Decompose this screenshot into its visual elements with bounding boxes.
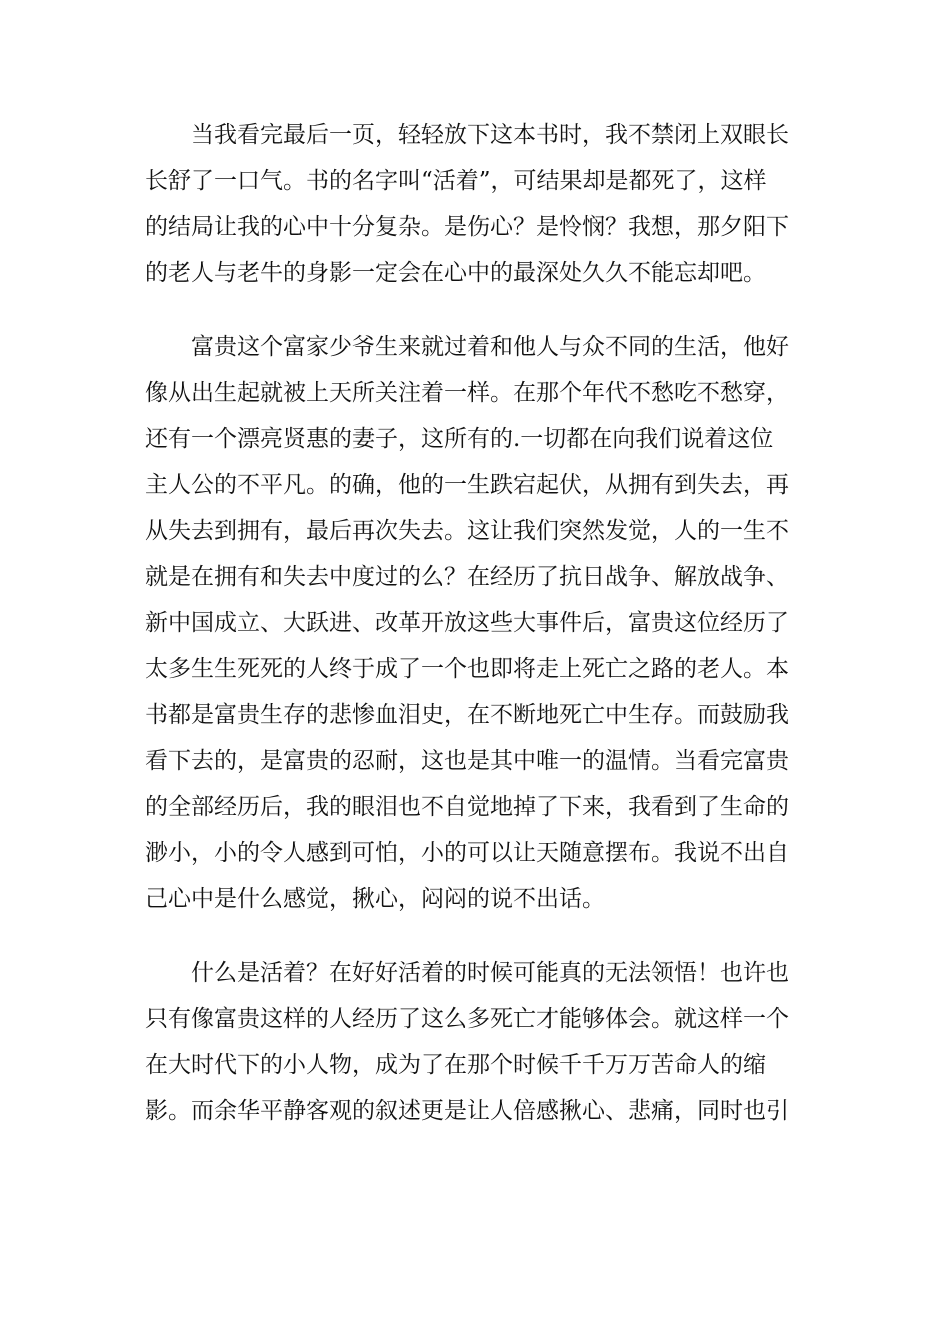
text-line: 的全部经历后，我的眼泪也不自觉地掉了下来，我看到了生命的 xyxy=(145,794,789,820)
text-line: 还有一个漂亮贤惠的妻子，这所有的.一切都在向我们说着这位 xyxy=(145,426,774,452)
text-line: 太多生生死死的人终于成了一个也即将走上死亡之路的老人。本 xyxy=(145,656,789,682)
text-line: 从失去到拥有，最后再次失去。这让我们突然发觉，人的一生不 xyxy=(145,518,789,544)
text-line: 在大时代下的小人物，成为了在那个时候千千万万苦命人的缩 xyxy=(145,1052,766,1078)
paragraph-3 xyxy=(145,950,807,1134)
text-line: 就是在拥有和失去中度过的么？在经历了抗日战争、解放战争、 xyxy=(145,564,789,590)
paragraph-2 xyxy=(145,324,807,922)
document-page xyxy=(145,112,807,1162)
text-line: 己心中是什么感觉，揪心，闷闷的说不出话。 xyxy=(145,886,605,912)
text-line: 的老人与老牛的身影一定会在心中的最深处久久不能忘却吧。 xyxy=(145,260,766,286)
text-line: 主人公的不平凡。的确，他的一生跌宕起伏，从拥有到失去，再 xyxy=(145,472,789,498)
text-line: 什么是活着？在好好活着的时候可能真的无法领悟！也许也 xyxy=(191,960,789,986)
text-line: 影。而余华平静客观的叙述更是让人倍感揪心、悲痛，同时也引 xyxy=(145,1098,789,1124)
text-line: 的结局让我的心中十分复杂。是伤心？是怜悯？我想，那夕阳下 xyxy=(145,214,789,240)
text-line: 当我看完最后一页，轻轻放下这本书时，我不禁闭上双眼长 xyxy=(191,122,789,148)
text-line: 看下去的，是富贵的忍耐，这也是其中唯一的温情。当看完富贵 xyxy=(145,748,789,774)
text-line: 新中国成立、大跃进、改革开放这些大事件后，富贵这位经历了 xyxy=(145,610,789,636)
text-line: 长舒了一口气。书的名字叫“活着”，可结果却是都死了，这样 xyxy=(145,168,767,194)
text-line: 富贵这个富家少爷生来就过着和他人与众不同的生活，他好 xyxy=(191,334,789,360)
text-line: 像从出生起就被上天所关注着一样。在那个年代不愁吃不愁穿， xyxy=(145,380,789,406)
paragraph-1 xyxy=(145,112,807,296)
text-line: 只有像富贵这样的人经历了这么多死亡才能够体会。就这样一个 xyxy=(145,1006,789,1032)
text-line: 渺小，小的令人感到可怕，小的可以让天随意摆布。我说不出自 xyxy=(145,840,789,866)
text-line: 书都是富贵生存的悲惨血泪史，在不断地死亡中生存。而鼓励我 xyxy=(145,702,789,728)
